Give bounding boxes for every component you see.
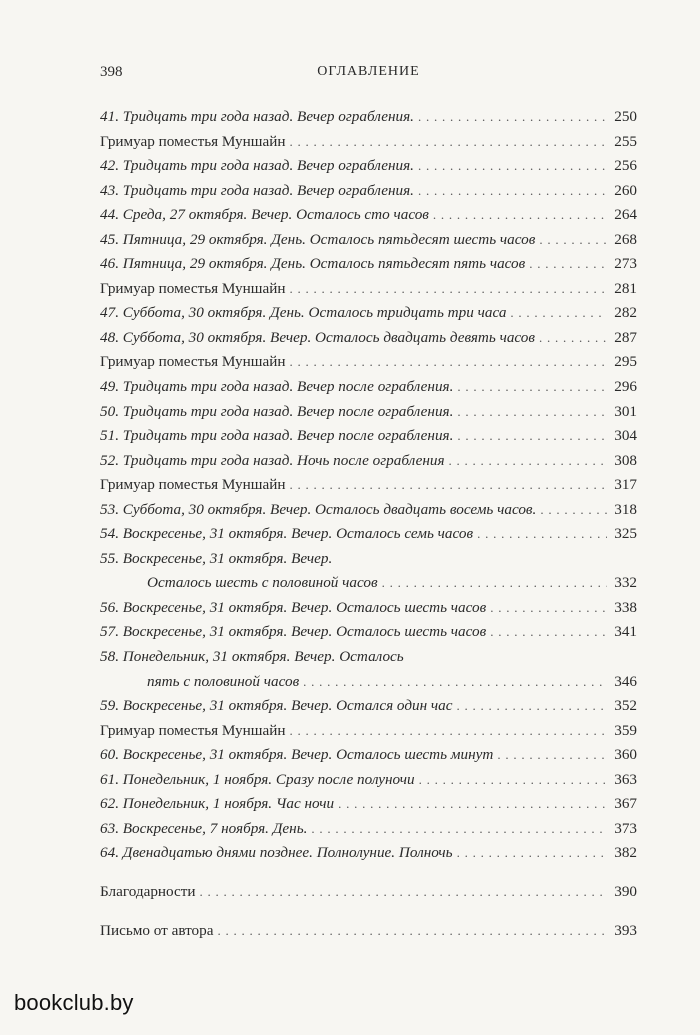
dot-leader [539,326,607,351]
toc-entry [100,547,637,572]
toc-entry-page: 390 [614,882,637,900]
toc-entry-title: Гримуар поместья Муншайн [100,279,286,297]
toc-entry-page: 308 [614,451,637,469]
dot-leader [289,277,607,302]
toc-entry-title: 58. Понедельник, 31 октября. Вечер. Осталось [100,648,404,666]
dot-leader [218,919,608,944]
toc-entry [100,817,637,842]
toc-entry-page: 287 [614,328,637,346]
dot-leader [311,817,607,842]
toc-entry [100,105,637,130]
toc-entry [100,571,637,596]
dot-leader [449,449,607,474]
toc-entry-title: 55. Воскресенье, 31 октября. Вечер. [100,549,333,567]
toc-entry [100,130,637,155]
toc-entry [100,375,637,400]
toc-entry [100,228,637,253]
toc-entry-page: 359 [614,721,637,739]
toc-entry [100,694,637,719]
toc-entry-page: 325 [614,525,637,543]
toc-entry [100,277,637,302]
dot-leader [457,424,607,449]
toc-entry [100,919,637,944]
toc-entry [100,620,637,645]
dot-leader [510,301,607,326]
dot-leader [338,792,607,817]
dot-leader [477,522,607,547]
toc-entry [100,841,637,866]
toc-entry-page: 264 [614,206,637,224]
toc-entry-title: 45. Пятница, 29 октября. День. Осталось пятьдесят шесть часов [100,230,536,248]
toc-entry-page: 360 [614,746,637,764]
toc-entry-page: 332 [614,574,637,592]
toc-entry-page: 363 [614,770,637,788]
toc-entry-title: 43. Тридцать три года назад. Вечер ограбления. [100,181,414,199]
toc-entry-title: Осталось шесть с половиной часов [147,574,378,592]
toc-entry-title: 64. Двенадцатью днями позднее. Полнолуние. Полночь [100,844,453,862]
toc-entry-title: 41. Тридцать три года назад. Вечер ограбления. [100,108,414,125]
toc-entry [100,179,637,204]
dot-leader [289,130,607,155]
watermark-logo: bookclub.by [14,990,134,1015]
dot-leader [457,375,607,400]
toc-entry-title: 42. Тридцать три года назад. Вечер ограбления. [100,157,414,175]
toc-entry-page: 367 [614,795,637,813]
toc-entry-page: 273 [614,255,637,273]
toc-entry-title: пять с половиной часов [147,672,300,690]
toc-entry-title: Письмо от автора [100,921,214,939]
toc-entry [100,522,637,547]
toc-entry [100,449,637,474]
toc-entry [100,596,637,621]
toc-entry-title: 63. Воскресенье, 7 ноября. День. [100,819,308,837]
toc-entry [100,203,637,228]
dot-leader [539,228,607,253]
toc-entry-title: 52. Тридцать три года назад. Ночь после ограбления [100,451,445,469]
toc-entry-page: 346 [614,672,637,690]
toc-entry [100,768,637,793]
toc-entry-page: 373 [614,819,637,837]
toc-entry-page: 256 [614,157,637,175]
toc-entry [100,743,637,768]
table-of-contents [100,105,637,943]
toc-entry-title: Гримуар поместья Муншайн [100,353,286,371]
toc-entry [100,880,637,905]
page-number: 398 [100,64,123,80]
toc-entry-title: 48. Суббота, 30 октября. Вечер. Осталось двадцать девять часов [100,328,535,346]
toc-entry [100,645,637,670]
dot-leader [457,694,607,719]
dot-leader [540,498,607,523]
dot-leader [289,719,607,744]
toc-entry [100,670,637,695]
toc-entry-title: Гримуар поместья Муншайн [100,476,286,494]
dot-leader [289,350,607,375]
dot-leader [457,400,607,425]
dot-leader [457,841,607,866]
dot-leader [418,154,607,179]
toc-entry [100,301,637,326]
toc-entry-page: 301 [614,402,637,420]
toc-entry-page: 295 [614,353,637,371]
toc-entry-page: 281 [614,279,637,297]
dot-leader [490,596,607,621]
toc-entry-page: 260 [614,181,637,199]
toc-entry [100,400,637,425]
toc-entry-title: 47. Суббота, 30 октября. День. Осталось тридцать три часа [100,304,507,322]
toc-entry-page: 296 [614,378,637,396]
toc-entry-title: 59. Воскресенье, 31 октября. Вечер. Остался один час [100,697,453,715]
toc-entry [100,792,637,817]
toc-entry-title: 56. Воскресенье, 31 октября. Вечер. Осталось шесть часов [100,598,487,616]
toc-entry-title: Благодарности [100,882,196,900]
toc-entry [100,498,637,523]
toc-entry-title: 60. Воскресенье, 31 октября. Вечер. Осталось шесть минут [100,746,494,764]
page-header [100,64,637,86]
dot-leader [418,105,607,130]
toc-entry [100,473,637,498]
toc-entry-page: 352 [614,697,637,715]
toc-entry [100,350,637,375]
toc-entry-page: 393 [614,921,637,939]
dot-leader [200,880,607,905]
toc-entry-title: Гримуар поместья Муншайн [100,132,286,150]
toc-entry-page: 304 [614,427,637,445]
toc-entry [100,719,637,744]
toc-entry-title: 61. Понедельник, 1 ноября. Сразу после полуночи [100,770,415,788]
dot-leader [490,620,607,645]
toc-entry-page: 255 [614,132,637,150]
dot-leader [419,768,607,793]
toc-entry [100,154,637,179]
dot-leader [418,179,607,204]
toc-entry-page: 341 [614,623,637,641]
dot-leader [497,743,607,768]
toc-entry-page: 282 [614,304,637,322]
toc-entry-page: 317 [614,476,637,494]
toc-entry-title: 50. Тридцать три года назад. Вечер после ограбления. [100,402,454,420]
dot-leader [529,252,607,277]
toc-entry-page: 338 [614,598,637,616]
toc-entry-title: 49. Тридцать три года назад. Вечер после ограбления. [100,378,454,396]
toc-entry [100,252,637,277]
toc-entry [100,326,637,351]
toc-entry-page: 318 [614,500,637,518]
toc-entry [100,424,637,449]
dot-leader [303,670,607,695]
dot-leader [433,203,607,228]
toc-entry-title: 44. Среда, 27 октября. Вечер. Осталось сто часов [100,206,429,224]
running-title: ОГЛАВЛЕНИЕ [317,64,420,79]
toc-entry-page: 250 [614,108,637,125]
toc-entry-title: 53. Суббота, 30 октября. Вечер. Осталось двадцать восемь часов. [100,500,537,518]
toc-entry-page: 382 [614,844,637,862]
toc-entry-page: 268 [614,230,637,248]
toc-entry-title: 62. Понедельник, 1 ноября. Час ночи [100,795,335,813]
dot-leader [289,473,607,498]
toc-entry-title: 54. Воскресенье, 31 октября. Вечер. Осталось семь часов [100,525,474,543]
dot-leader [382,571,607,596]
toc-entry-title: 51. Тридцать три года назад. Вечер после ограбления. [100,427,454,445]
toc-entry-title: Гримуар поместья Муншайн [100,721,286,739]
toc-entry-title: 46. Пятница, 29 октября. День. Осталось пятьдесят пять часов [100,255,526,273]
toc-entry-title: 57. Воскресенье, 31 октября. Вечер. Осталось шесть часов [100,623,487,641]
